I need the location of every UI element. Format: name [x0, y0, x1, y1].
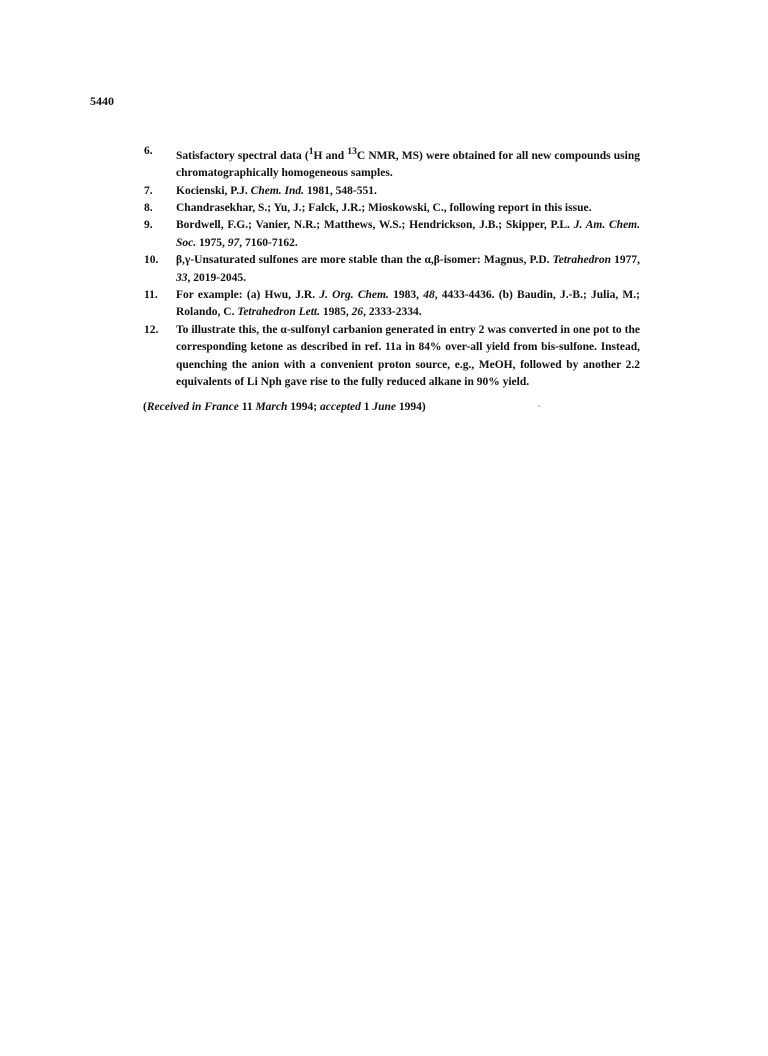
scan-speck	[538, 405, 540, 407]
reference-list	[144, 143, 640, 392]
reference-number: 10.	[144, 254, 159, 267]
reference-item	[144, 287, 640, 322]
reference-item	[144, 200, 640, 217]
reference-item	[144, 252, 640, 287]
reference-item	[144, 183, 640, 200]
reference-text: Satisfactory spectral data ($^1$H and $^{13}$C NMR, MS) were obtained for all new compounds using chromatographically homogeneous samples.	[176, 146, 640, 180]
reference-text: To illustrate this, the α-sulfonyl carbanion generated in entry 2 was converted in one pot to the corresponding ketone as described in ref. 11a in 84% over-all yield from bis-sulfone. Instead, quenching the anion with a convenient proton source, e.g., MeOH, followed by another 2.2 equivalents of Li Nph gave rise to the fully reduced alkane in 90% yield.	[176, 323, 640, 389]
reference-text: For example: (a) Hwu, J.R. J. Org. Chem. 1983, 48, 4433-4436. (b) Baudin, J.-B.; Julia, M.; Rolando, C. Tetrahedron Lett. 1985, 26, 2333-2334.	[176, 289, 640, 319]
received-accepted-line: (Received in France 11 March 1994; accepted 1 June 1994)	[143, 401, 426, 413]
reference-text: Chandrasekhar, S.; Yu, J.; Falck, J.R.; Mioskowski, C., following report in this issue.	[176, 202, 592, 215]
reference-number: 7.	[144, 184, 153, 197]
reference-item	[144, 322, 640, 392]
reference-number: 11.	[144, 289, 158, 302]
reference-number: 9.	[144, 219, 153, 232]
reference-item	[144, 143, 640, 183]
reference-item	[144, 217, 640, 252]
reference-number: 12.	[144, 323, 159, 336]
reference-text: β,γ-Unsaturated sulfones are more stable than the α,β-isomer: Magnus, P.D. Tetrahedron 1977, 33, 2019-2045.	[176, 254, 640, 284]
page-number: 5440	[90, 94, 114, 108]
reference-text: Kocienski, P.J. Chem. Ind. 1981, 548-551.	[176, 184, 377, 197]
reference-number: 8.	[144, 202, 153, 215]
reference-number: 6.	[144, 145, 153, 157]
reference-text: Bordwell, F.G.; Vanier, N.R.; Matthews, W.S.; Hendrickson, J.B.; Skipper, P.L. J. Am. Chem. Soc. 1975, 97, 7160-7162.	[176, 219, 640, 249]
